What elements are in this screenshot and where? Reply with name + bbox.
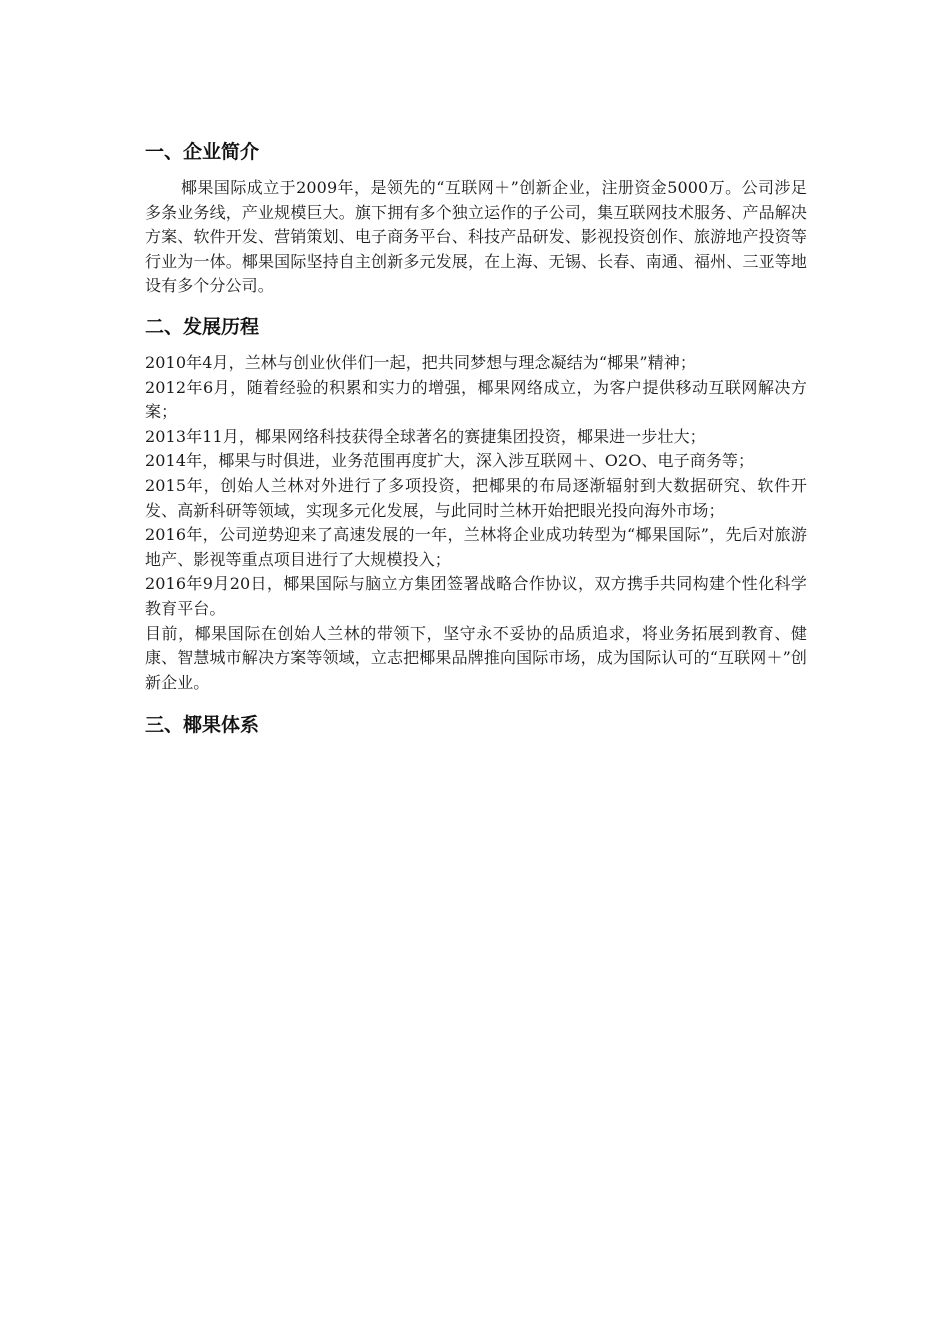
history-item: 2016年9月20日，椰果国际与脑立方集团签署战略合作协议，双方携手共同构建个性化科学教育平台。: [145, 574, 807, 618]
history-item: 2014年，椰果与时俱进，业务范围再度扩大，深入涉互联网＋、O2O、电子商务等；: [145, 451, 755, 471]
company-intro-paragraph: 椰果国际成立于2009年，是领先的“互联网＋”创新企业，注册资金5000万。公司涉足多条业务线，产业规模巨大。旗下拥有多个独立运作的子公司，集互联网技术服务、产品解决方案、软件开发、营销策划、电子商务平台、科技产品研发、影视投资创作、旅游地产投资等行业为一体。椰果国际坚持自主创新多元发展，在上海、无锡、长春、南通、福州、三亚等地设有多个分公司。: [145, 178, 807, 296]
section-heading-system: 三、椰果体系: [145, 714, 260, 737]
history-item: 2015年，创始人兰林对外进行了多项投资，把椰果的布局逐渐辐射到大数据研究、软件开发、高新科研等领域，实现多元化发展，与此同时兰林开始把眼光投向海外市场；: [145, 475, 807, 520]
history-item: 2012年6月，随着经验的积累和实力的增强，椰果网络成立，为客户提供移动互联网解决方案；: [145, 377, 807, 422]
section-heading-history: 二、发展历程: [145, 315, 260, 338]
history-item: 2010年4月，兰林与创业伙伴们一起，把共同梦想与理念凝结为“椰果”精神；: [145, 352, 696, 372]
document-body: [145, 138, 807, 739]
history-item: 目前，椰果国际在创始人兰林的带领下，坚守永不妥协的品质追求，将业务拓展到教育、健康、智慧城市解决方案等领域，立志把椰果品牌推向国际市场，成为国际认可的“互联网＋”创新企业。: [145, 623, 807, 692]
history-item: 2013年11月，椰果网络科技获得全球著名的赛捷集团投资，椰果进一步壮大；: [145, 426, 706, 446]
history-list: [145, 351, 807, 695]
history-item: 2016年，公司逆势迎来了高速发展的一年，兰林将企业成功转型为“椰果国际”，先后对旅游地产、影视等重点项目进行了大规模投入；: [145, 525, 807, 569]
section-heading-company-intro: 一、企业简介: [145, 141, 260, 163]
